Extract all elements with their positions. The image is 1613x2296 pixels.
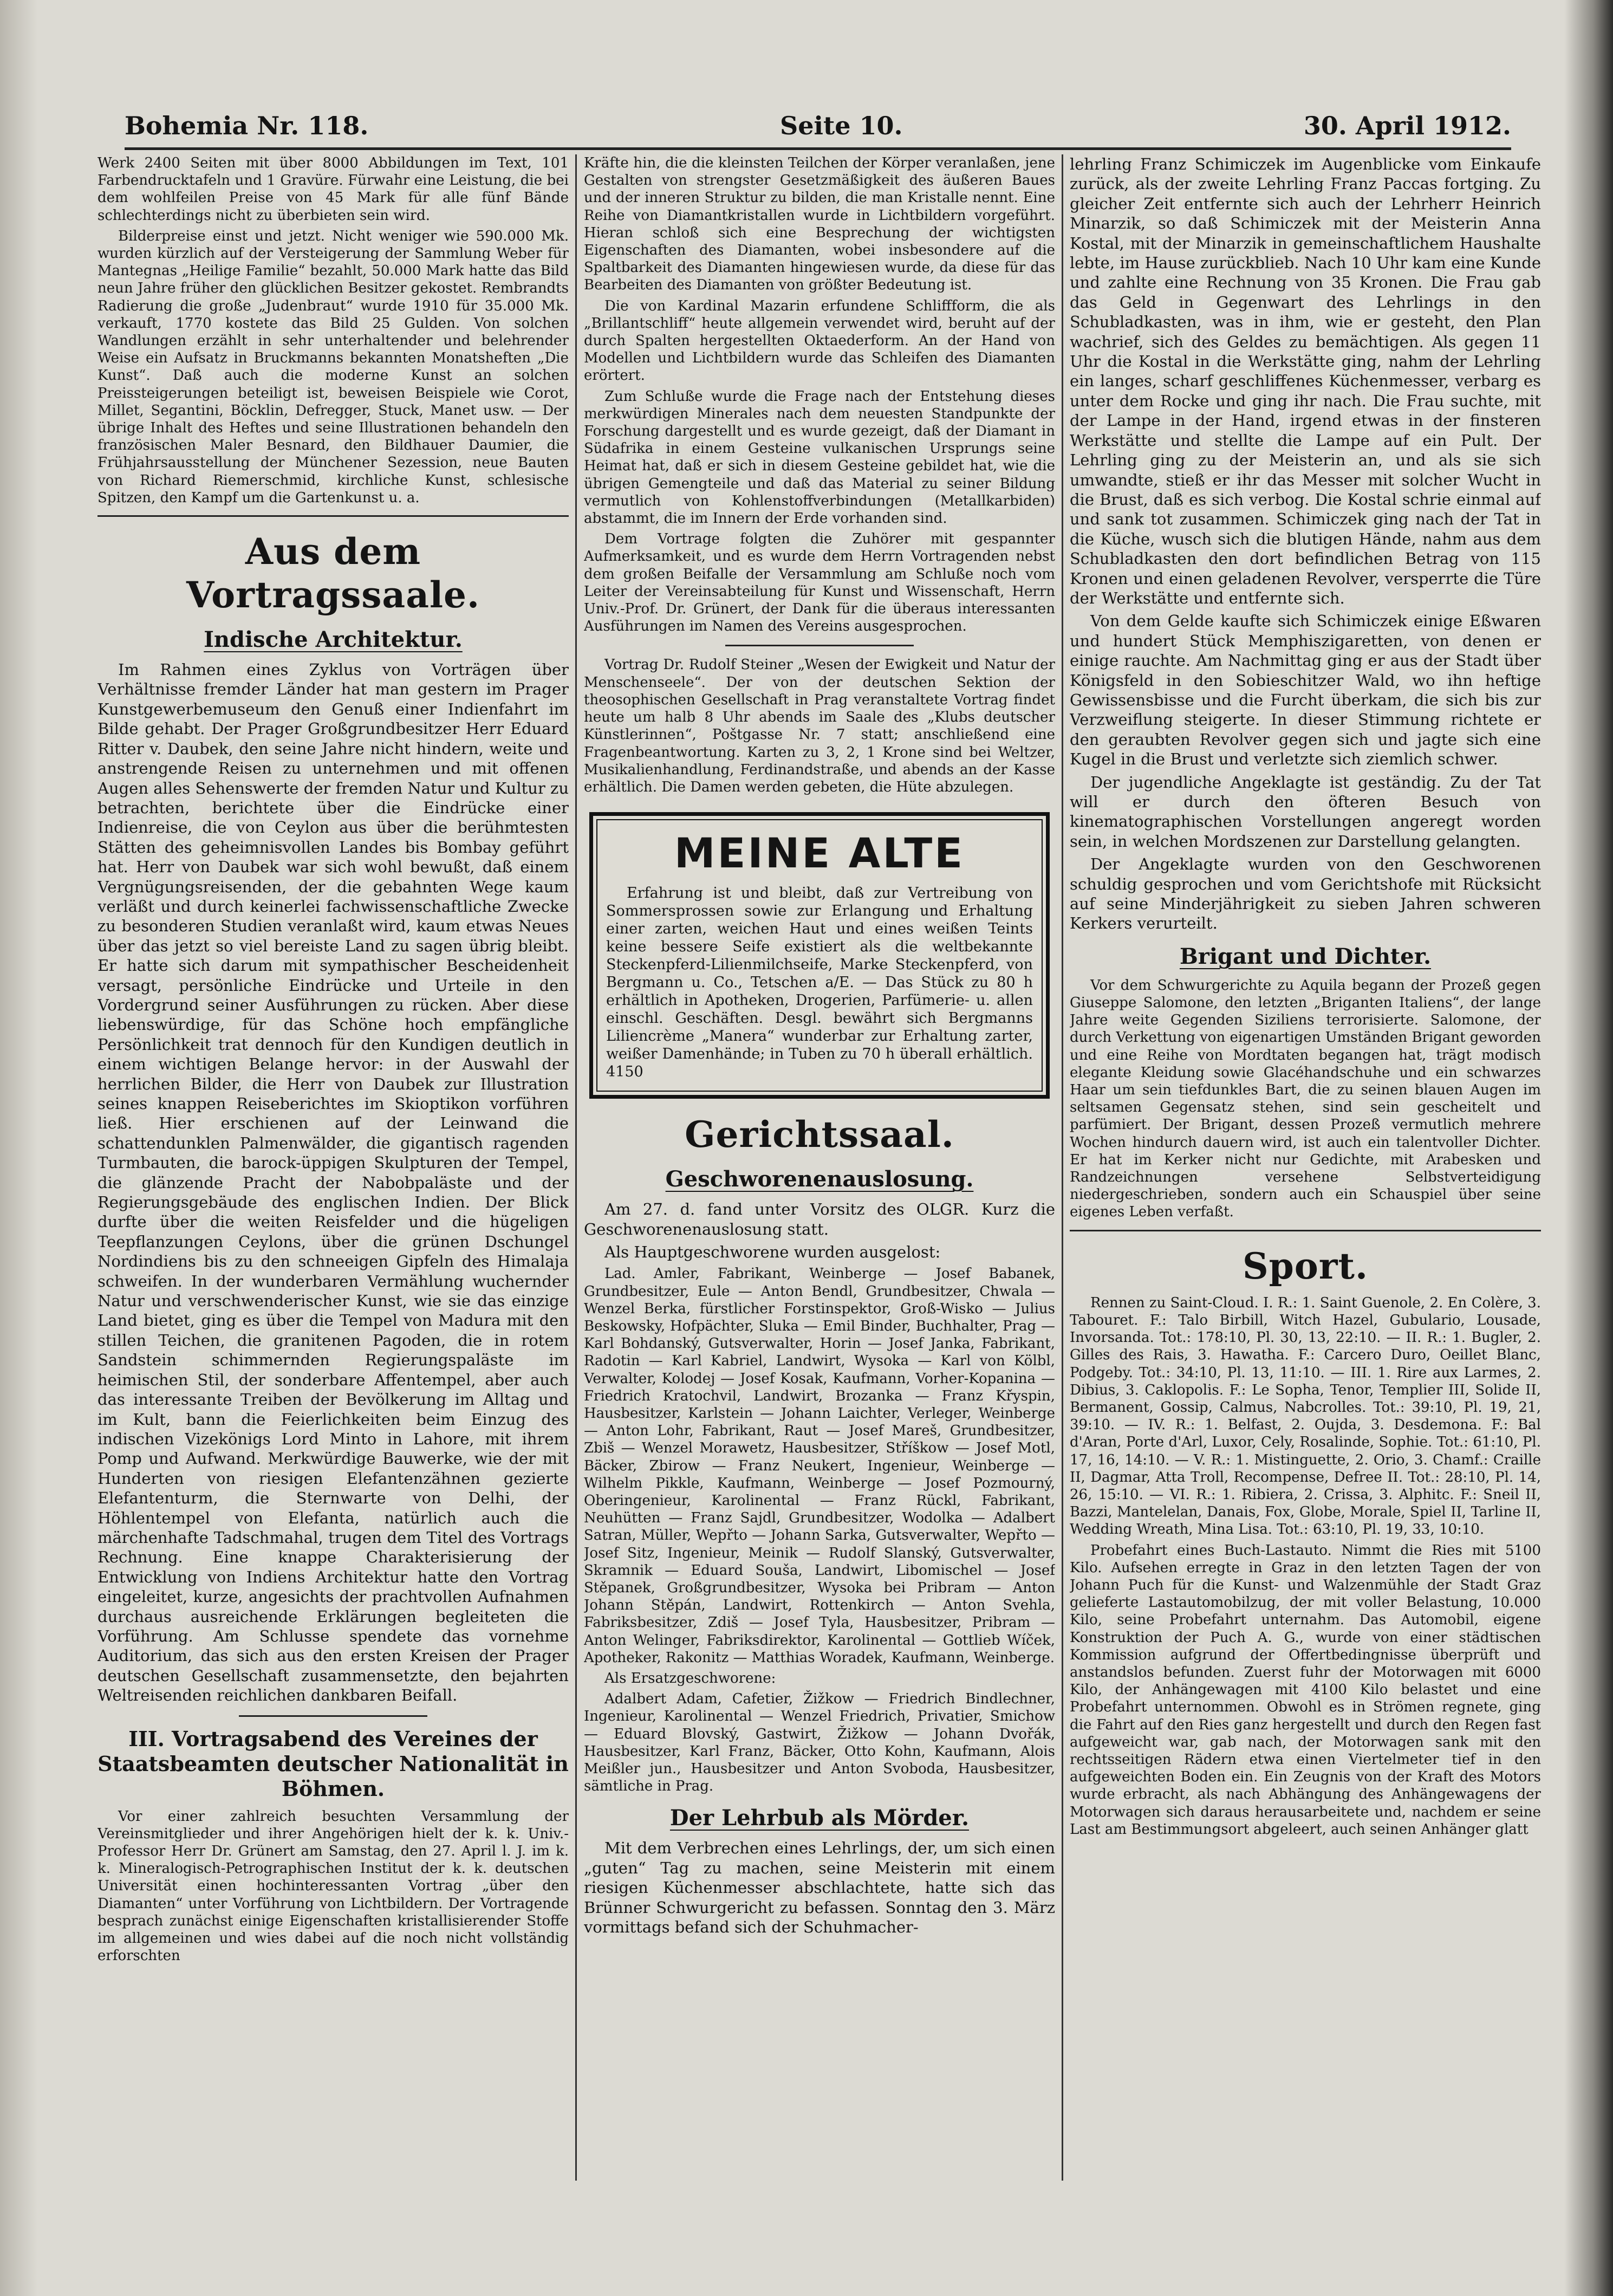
scan-edge-left [0, 0, 38, 2296]
article-geschworenen-intro: Am 27. d. fand unter Vorsitz des OLGR. Kurz die Geschworenenauslosung statt. [584, 1200, 1055, 1238]
advertisement-box [589, 812, 1050, 1099]
column-rule-2 [1062, 154, 1063, 2181]
header-rule [125, 147, 1511, 150]
advertisement-text: Erfahrung ist und bleibt, daß zur Vertreibung von Sommersprossen sowie zur Erlangung und Erhaltung einer zarten, weichen Haut und eines weißen Teints keine bessere Seife existiert als die weltbekannte Steckenpferd-Lilienmilchseife, Marke Steckenpferd, von Bergmann u. Co., Tetschen a/E. — Das Stück zu 80 h erhältlich in Apotheken, Drogerien, Parfümerie- u. allen einschl. Geschäften. Desgl. bewährt sich Bergmanns Liliencrème „Manera“ wunderbar zur Erhaltung zarter, weißer Damenhände; in Tuben zu 70 h überall erhältlich. 4150 [606, 885, 1033, 1081]
article-body-diamant-4: Dem Vortrage folgten die Zuhörer mit gespannter Aufmerksamkeit, und es wurde dem Herrn Vortragenden nebst dem großen Beifalle der Versammlung am Schluße noch vom Leiter der Vereinsabteilung für Kunst und Wissenschaft, Herrn Univ.-Prof. Dr. Grünert, der Dank für die überaus interessanten Ausführungen im Namen des Vereins ausgesprochen. [584, 531, 1055, 635]
article-title-lehrbub: Der Lehrbub als Mörder. [669, 1805, 970, 1831]
column-1 [97, 154, 569, 2224]
section-title-vortragssaal: Aus dem Vortragssaale. [186, 530, 480, 617]
article-body-diamant-3: Zum Schluße wurde die Frage nach der Entstehung dieses merkwürdigen Minerales nach dem neuesten Standpunkte der Forschung dargestellt und es wurde gezeigt, daß der Diamant in Südafrika in einem Gesteine vulkanischen Ursprungs seine Heimat hat, daß er sich in diesem Gesteine gebildet hat, wie die übrigen Gemengteile und daß das Material zu seiner Bildung vermutlich von Kohlenstoffverbindungen (Metallkarbiden) abstammt, die im Innern der Erde vorhanden sind. [584, 388, 1055, 527]
separator [239, 1715, 427, 1717]
article-title-vortragsabend: III. Vortragsabend des Vereines der Staatsbeamten deutscher Nationalität in Böhmen. [97, 1726, 569, 1801]
article-geschworenen-list: Lad. Amler, Fabrikant, Weinberge — Josef Babanek, Grundbesitzer, Eule — Anton Bendl, Grundbesitzer, Chwala — Wenzel Berka, fürstlicher Forstinspektor, Groß-Wisko — Julius Beskowsky, Hofpächter, Sluka — Emil Binder, Buchhalter, Prag — Karl Bohdanský, Gutsverwalter, Horin — Josef Janka, Fabrikant, Radotin — Karl Kabriel, Landwirt, Wysoka — Karl von Kölbl, Verwalter, Kolodej — Josef Kosak, Kaufmann, Vorher-Kopanina — Friedrich Kratochvil, Landwirt, Brozanka — Franz Křyspin, Hausbesitzer, Karlstein — Johann Laichter, Verleger, Weinberge — Anton Lohr, Fabrikant, Raut — Josef Mareš, Grundbesitzer, Zbiš — Wenzel Morawetz, Hausbesitzer, Stříškow — Josef Motl, Bäcker, Zbirow — Franz Neukert, Ingenieur, Weinberge — Wilhelm Pikkle, Kaufmann, Weinberge — Josef Pozmourný, Oberingenieur, Karolinental — Franz Rückl, Fabrikant, Neuhütten — Franz Sajdl, Grundbesitzer, Wodolka — Adalbert Satran, Müller, Wepřto — Johann Sarka, Gutsverwalter, Wepřto — Josef Sitz, Ingenieur, Meinik — Rudolf Slanský, Gutsverwalter, Skramnik — Eduard Souša, Landwirt, Libomischel — Josef Stěpanek, Großgrundbesitzer, Wysoka bei Pribram — Anton Johann Stěpán, Landwirt, Rottenkirch — Anton Svehla, Fabriksbesitzer, Zdiš — Josef Tyla, Hausbesitzer, Pribram — Anton Welinger, Fabriksdirektor, Karolinental — Gottlieb Wíček, Apotheker, Rakonitz — Matthias Woradek, Kaufmann, Weinberge. [584, 1266, 1055, 1666]
column-2 [584, 154, 1055, 2224]
page-header [125, 111, 1511, 149]
article-sport-lastauto: Probefahrt eines Buch-Lastauto. Nimmt die Ries mit 5100 Kilo. Aufsehen erregte in Graz in den letzten Tagen der von Johann Puch für die Kunst- und Walzenmühle der Stadt Graz gelieferte Lastautomobilzug, der mit voller Belastung, 10.000 Kilo, seine Probefahrt unternahm. Das Automobil, eigene Konstruktion der Puch A. G., wurde von einer städtischen Kommission aufgrund der Offertbedingnisse überprüft und anstandslos befunden. Zuerst fuhr der Motorwagen mit 6000 Kilo, der Anhängewagen mit 4100 Kilo belastet und eine Probefahrt unternommen. Obwohl es in Strömen regnete, ging die Fahrt auf den Ries ganz hergestellt und durch den Regen fast aufgeweicht war, gab nach, der Motorwagen sank mit den rechtsseitigen Rädern etwa einen Viertelmeter tief in den aufgeweichten Boden ein. Ein Zeugnis von der Kraft des Motors wurde erbracht, als nach Abhängung des Anhängewagens der Motorwagen sich daraus herausarbeitete und, nachdem er seine Last am Bestimmungsort abgeleert, auch seinen Anhänger glatt [1070, 1542, 1541, 1838]
separator [1070, 1230, 1541, 1231]
header-issue: Bohemia Nr. 118. [125, 111, 369, 140]
section-title-sport: Sport. [1242, 1244, 1369, 1287]
article-body-architektur: Im Rahmen eines Zyklus von Vorträgen über Verhältnisse fremder Länder hat man gestern im Prager Kunstgewerbemuseum den Genuß einer Indienfahrt im Bilde gehabt. Der Prager Großgrundbesitzer Herr Eduard Ritter v. Daubek, den seine Jahre nicht hindern, weite und anstrengende Reisen zu unternehmen und mit offenen Augen alles Sehenswerte der fremden Natur und Kultur zu betrachten, berichtete über die Eindrücke einer Indienreise, die von Ceylon aus über die berühmtesten Stätten des geheimnisvollen Landes bis Bombay geführt hat. Herr von Daubek war sich wohl bewußt, daß einem Vergnügungsreisenden, der die gebahnten Wege kaum verläßt und durch keinerlei fachwissenschaftliche Zwecke zu besonderen Studien veranlaßt wird, kaum etwas Neues über das jetzt so viel bereiste Land zu sagen übrig bleibt. Er hatte sich darum mit sympathischer Bescheidenheit versagt, persönliche Eindrücke und Urteile in den Vordergrund seiner Ausführungen zu rücken. Aber diese liebenswürdige, für das Schöne hoch empfängliche Persönlichkeit trat dennoch für den Kundigen deutlich in einem wichtigen Belange hervor: in der Auswahl der herrlichen Bilder, die Herr von Daubek zur Illustration seines knappen Reiseberichtes im Skioptikon vorführen ließ. Hier erschienen auf der Leinwand die schattendunklen Palmenwälder, die gigantisch ragenden Turmbauten, die barock-üppigen Skulpturen der Tempel, die glänzende Pracht der Nabobpaläste und der Regierungsgebäude des englischen Indien. Der Blick durfte über die weiten Reisfelder und die hügeligen Teepflanzungen Ceylons, über die grünen Dschungel Nordindiens bis zu den schneeigen Gipfeln des Himalaja schweifen. In der wunderbaren Vermählung wuchernder Natur und verschwenderischer Kunst, wie sie das einzige Land bietet, ging es über die Tempel von Madura mit den stillen Teichen, die granitenen Pagoden, die in rotem Sandstein schimmernden Regierungspaläste im heimischen Stil, der sonderbare Affentempel, aber auch das interessante Treiben der Bevölkerung im Alltag und im Kult, bann die Feierlichkeiten beim Einzug des indischen Vizekönigs Lord Minto in Lahore, mit ihrem Pomp und Aufwand. Merkwürdige Bauwerke, wie der mit Hunderten von riesigen Elefantenzähnen gezierte Elefantenturm, die Sternwarte von Delhi, der Höhlentempel von Elefanta, natürlich auch die märchenhafte Tadschmahal, trugen dem Titel des Vortrags Rechnung. Eine knappe Charakterisierung der Entwicklung von Indiens Architektur hatte den Vortrag eingeleitet, kurze, angesichts der prachtvollen Aufnahmen durchaus ausreichende Erklärungen begleiteten die Vorführung. Am Schlusse spendete das vornehme Auditorium, das sich aus den ersten Kreisen der Prager deutschen Gesellschaft zusammensetzte, den bejahrten Weltreisenden reichlichen dankbaren Beifall. [97, 660, 569, 1705]
article-lehrbub-cont-2: Von dem Gelde kaufte sich Schimiczek einige Eßwaren und hundert Stück Memphiszigaretten, von denen er einige rauchte. Am Nachmittag ging er aus der Stadt über Königsfeld in den Sobieschitzer Wald, wo ihn heftige Gewissensbisse und die Furcht überkam, die sich bis zur Verzweiflung steigerte. In dieser Stimmung richtete er den geraubten Revolver gegen sich und jagte sich eine Kugel in die Brust und verletzte sich ziemlich schwer. [1070, 612, 1541, 769]
article-title-geschworenen: Geschworenenauslosung. [665, 1166, 974, 1192]
section-title-gerichtssaal: Gerichtssaal. [685, 1113, 954, 1156]
article-body-vortragsabend: Vor einer zahlreich besuchten Versammlung der Vereinsmitglieder und ihrer Angehörigen hielt der k. k. Univ.-Professor Herr Dr. Grünert am Samstag, den 27. April l. J. im k. k. Mineralogisch-Petrographischen Institut der k. k. deutschen Universität einen hochinteressanten Vortrag „über den Diamanten“ unter Vorführung von Lichtbildern. Der Vortragende besprach zunächst einige Eigenschaften kristallisierender Stoffe im allgemeinen und wies dabei auf die noch nicht vollständig erforschten [97, 1808, 569, 1964]
article-ersatz-list: Adalbert Adam, Cafetier, Žižkow — Friedrich Bindlechner, Ingenieur, Karolinental — Wenzel Friedrich, Privatier, Smichow — Eduard Blovský, Gastwirt, Žižkow — Johann Dvořák, Hausbesitzer, Karl Franz, Bäcker, Otto Kohn, Kaufmann, Alois Meißler jun., Hausbesitzer und Anton Svoboda, Hausbesitzer, sämtliche in Prag. [584, 1691, 1055, 1795]
column-3 [1070, 154, 1541, 2224]
article-body-lehrbub: Mit dem Verbrechen eines Lehrlings, der, um sich einen „guten“ Tag zu machen, seine Meisterin mit einem riesigen Küchenmesser abschlachtete, hatte sich das Brünner Schwurgericht zu befassen. Sonntag den 3. März vormittags befand sich der Schuhmacher- [584, 1839, 1055, 1937]
article-title-architektur: Indische Architektur. [204, 627, 463, 653]
separator [725, 645, 914, 646]
article-body-diamant-2: Die von Kardinal Mazarin erfundene Schliffform, die als „Brillantschliff“ heute allgemein verwendet wird, beruht auf der durch Spalten hergestellten Oktaederform. An der Hand von Modellen und Lichtbildern wurde das Schleifen des Diamanten erörtert. [584, 297, 1055, 384]
article-ersatz-label: Als Ersatzgeschworene: [604, 1670, 776, 1687]
header-page-number: Seite 10. [780, 111, 903, 140]
article-lehrbub-cont-3: Der jugendliche Angeklagte ist geständig. Zu der Tat will er durch den öfteren Besuch von kinematographischen Vorstellungen angeregt worden sein, in welchen Mordszenen zur Darstellung gelangten. [1070, 773, 1541, 851]
article-geschworenen-label: Als Hauptgeschworene wurden ausgelost: [604, 1242, 941, 1261]
article-lehrbub-cont-1: lehrling Franz Schimiczek im Augenblicke vom Einkaufe zurück, als der zweite Lehrling Franz Paccas fortging. Zu gleicher Zeit entfernte sich auch der Lehrherr Heinrich Minarzik, so daß Schimiczek mit der Meisterin Anna Kostal, mit der Minarzik in gemeinschaftlichem Haushalte lebte, im Hause zurückblieb. Nach 10 Uhr kam eine Kunde und zahlte eine Rechnung von 35 Kronen. Die Frau gab das Geld in Gegenwart des Lehrlings in den Schubladkasten, was in ihm, wie er gesteht, den Plan wachrief, sich des Geldes zu bemächtigen. Als gegen 11 Uhr die Kostal in die Werkstätte ging, nahm der Lehrling ein langes, scharf geschliffenes Küchenmesser, verbarg es unter dem Rocke und ging ihr nach. Die Frau suchte, mit der Lampe in der Hand, irgend etwas in der finsteren Werkstätte und stellte die Lampe auf ein Pult. Der Lehrling ging zu der Meisterin an, und als sie sich umwandte, stieß er ihr das Messer mit solcher Wucht in die Brust, daß es sich verbog. Die Kostal schrie einmal auf und sank tot zusammen. Schimiczek ging nach der Tat in die Küche, wusch sich die blutigen Hände, nahm aus dem Schubladkasten den dort befindlichen Betrag von 115 Kronen und einen geladenen Revolver, versperrte die Türe der Werkstätte und entfernte sich. [1070, 155, 1541, 607]
separator [97, 515, 569, 517]
advertisement-title: MEINE ALTE [674, 829, 965, 878]
article-continuation: Werk 2400 Seiten mit über 8000 Abbildungen im Text, 101 Farbendrucktafeln und 1 Gravüre. Fürwahr eine Leistung, die bei dem wohlfeilen Preise von 45 Mark für alle fünf Bände schlechterdings nicht zu überbieten sein wird. [97, 155, 569, 224]
article-steiner-lecture: Vortrag Dr. Rudolf Steiner „Wesen der Ewigkeit und Natur der Menschenseele“. Der von der deutschen Sektion der theosophischen Gesellschaft in Prag veranstaltete Vortrag findet heute um halb 8 Uhr abends im Saale des „Klubs deutscher Künstlerinnen“, Poštgasse Nr. 7 statt; anschließend eine Fragenbeantwortung. Karten zu 3, 2, 1 Krone sind bei Weltzer, Musikalienhandlung, Ferdinandstraße, und abends an der Kasse erhältlich. Die Damen werden gebeten, die Hüte abzulegen. [584, 657, 1055, 795]
column-rule-1 [575, 154, 577, 2181]
article-sport-rennen: Rennen zu Saint-Cloud. I. R.: 1. Saint Guenole, 2. En Colère, 3. Tabouret. F.: Talo Birbill, Witch Hazel, Gubulario, Lousade, Invorsanda. Tot.: 178:10, Pl. 30, 13, 22:10. — II. R.: 1. Bugler, 2. Gilles des Rais, 3. Hawatha. F.: Carcero Duro, Oeillet Blanc, Podgeby. Tot.: 34:10, Pl. 13, 11:10. — III. 1. Rire aux Larmes, 2. Dibius, 3. Caklopolis. F.: Le Sopha, Tenor, Templier III, Solide II, Bermanent, Gossip, Calmus, Nabcrolles. Tot.: 39:10, Pl. 19, 21, 39:10. — IV. R.: 1. Belfast, 2. Oujda, 3. Desdemona. F.: Bal d'Aran, Porte d'Arl, Luxor, Cely, Rosalinde, Sophie. Tot.: 61:10, Pl. 17, 16, 14:10. — V. R.: 1. Mistinguette, 2. Orio, 3. Chamf.: Craille II, Dagmar, Atta Troll, Recompense, Defree II. Tot.: 28:10, Pl. 14, 26, 15:10. — VI. R.: 1. Ribiera, 2. Crissa, 3. Alphitc. F.: Sneil II, Bazzi, Mantelelan, Danais, Fox, Globe, Morale, Spiel II, Tarline II, Wedding Wreath, Mina Lisa. Tot.: 63:10, Pl. 19, 33, 10:10. [1070, 1294, 1541, 1538]
header-date: 30. April 1912. [1303, 111, 1511, 140]
article-body-brigant: Vor dem Schwurgerichte zu Aquila begann der Prozeß gegen Giuseppe Salomone, den letzten „Briganten Italiens“, der lange Jahre weite Gegenden Siziliens terrorisierte. Salomone, der durch Verkettung von eigenartigen Umständen Brigant geworden und eine Reihe von Mordtaten begangen hat, trägt modisch elegante Kleidung sowie Glacéhandschuhe und ein schwarzes Haar um sein tiefdunkles Bart, die zu seinen blauen Augen im seltsamen Gegensatz stehen, sind sein gescheitelt und parfümiert. Der Brigant, dessen Prozeß vermutlich mehrere Wochen hindurch dauern wird, ist auch ein talentvoller Dichter. Er hat im Kerker nicht nur Gedichte, mit Arabesken und Randzeichnungen versehene Selbstverteidigung niedergeschrieben, sondern auch ein Schauspiel über seine eigenes Leben verfaßt. [1070, 977, 1541, 1221]
scan-edge-right [1564, 0, 1613, 2296]
article-bilderpreise: Bilderpreise einst und jetzt. Nicht weniger wie 590.000 Mk. wurden kürzlich auf der Versteigerung der Sammlung Weber für Mantegnas „Heilige Familie“ bezahlt, 50.000 Mark hatte das Bild neun Jahre früher den glücklichen Besitzer gekostet. Rembrandts Radierung die große „Judenbraut“ wurde 1910 für 35.000 Mk. verkauft, 1770 kostete das Bild 25 Gulden. Von solchen Wandlungen erzählt in sehr unterhaltender und belehrender Weise ein Aufsatz in Bruckmanns bekannten Monatsheften „Die Kunst“. Daß auch die moderne Kunst an solchen Preissteigerungen beteiligt ist, beweisen Beispiele wie Corot, Millet, Segantini, Böcklin, Defregger, Stuck, Manet usw. — Der übrige Inhalt des Heftes und seine Illustrationen behandeln den französischen Maler Besnard, den Bildhauer Daumier, die Frühjahrsausstellung der Münchener Sezession, neue Bauten von Richard Riemerschmid, kirchliche Kunst, schlesische Spitzen, den Kampf um die Gartenkunst u. a. [97, 228, 569, 506]
article-lehrbub-cont-4: Der Angeklagte wurden von den Geschworenen schuldig gesprochen und vom Gerichtshofe mit Rücksicht auf seine Minderjährigkeit zu sieben Jahren schweren Kerkers verurteilt. [1070, 855, 1541, 933]
article-title-brigant: Brigant und Dichter. [1179, 943, 1432, 969]
article-body-diamant-1: Kräfte hin, die die kleinsten Teilchen der Körper veranlaßen, jene Gestalten von strengster Gesetzmäßigkeit des äußeren Baues und der inneren Struktur zu bilden, die man Kristalle nennt. Eine Reihe von Diamantkristallen wurde in Lichtbildern vorgeführt. Hieran schloß sich eine Besprechung der wichtigsten Eigenschaften des Diamanten, wobei insbesondere auf die Spaltbarkeit des Diamanten hingewiesen wurde, da diese für das Bearbeiten des Diamanten von größter Bedeutung ist. [584, 155, 1055, 294]
